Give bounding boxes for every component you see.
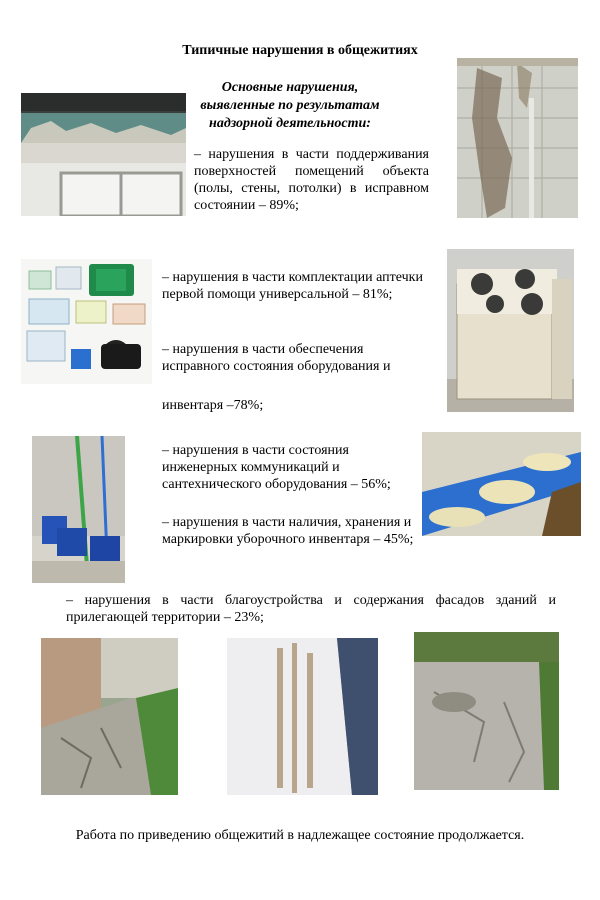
cleaning-buckets-mops-photo xyxy=(32,436,125,583)
cracked-courtyard-photo xyxy=(41,638,178,795)
damaged-wall-tiles-photo xyxy=(457,58,578,218)
blue-sinks-photo xyxy=(422,432,581,536)
violation-item-plumbing: – нарушения в части состояния инженерных коммуникаций и сантехнического оборудования – 56%; xyxy=(162,443,391,492)
old-electric-stove-photo xyxy=(447,249,574,412)
violation-item-first-aid: – нарушения в части комплектации аптечки первой помощи универсальной – 81%; xyxy=(162,270,423,302)
violation-item-equipment: – нарушения в части обеспечения исправного состояния оборудования и xyxy=(162,342,391,374)
damaged-pavement-photo xyxy=(414,632,559,790)
page-title: Типичные нарушения в общежитиях xyxy=(182,43,418,58)
violation-item-facades: – нарушения в части благоустройства и содержания фасадов зданий и прилегающей территории – 23%; xyxy=(66,593,556,625)
violation-item-surfaces: – нарушения в части поддерживания поверхностей помещений объекта (полы, стены, потолки) в исправном состоянии – 89%; xyxy=(194,147,429,213)
violation-item-equipment-cont: инвентаря –78%; xyxy=(162,398,264,413)
first-aid-kit-contents-photo xyxy=(21,259,152,384)
damaged-facade-photo xyxy=(227,638,378,795)
footer-note: Работа по приведению общежитий в надлежащее состояние продолжается. xyxy=(75,828,525,843)
violation-item-cleaning: – нарушения в части наличия, хранения и маркировки уборочного инвентаря – 45%; xyxy=(162,515,414,547)
subtitle: Основные нарушения, выявленные по результатам надзорной деятельности: xyxy=(200,80,380,131)
peeling-ceiling-photo xyxy=(21,93,186,216)
